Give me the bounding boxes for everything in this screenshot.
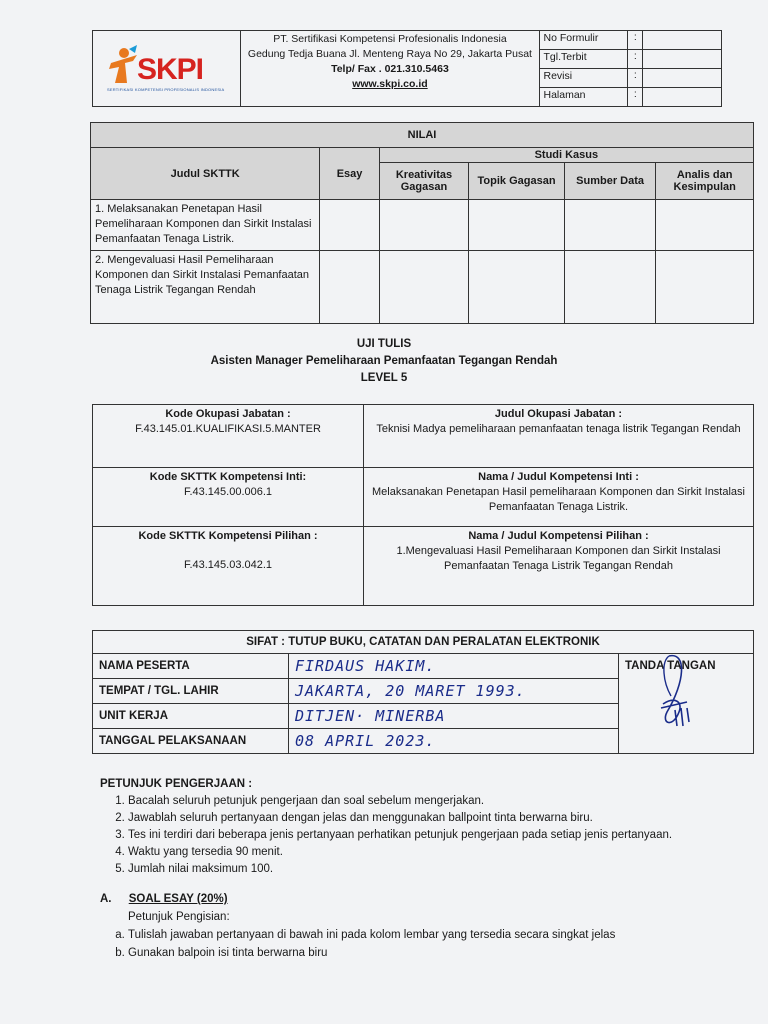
row-judul: 1. Melaksanakan Penetapan Hasil Pemeliharaan Komponen dan Sirkit Instalasi Pemanfaatan Tenaga Listrik.: [91, 200, 320, 251]
table-row: [91, 251, 754, 324]
table-row: [91, 200, 754, 251]
sifat-label: SIFAT : TUTUP BUKU, CATATAN DAN PERALATAN ELEKTRONIK: [93, 631, 754, 654]
list-item: b. Gunakan balpoin isi tinta berwarna biru: [128, 944, 615, 962]
col-esay: Esay: [320, 148, 379, 200]
field-label: UNIT KERJA: [93, 704, 289, 729]
company-phone: Telp/ Fax . 021.310.5463: [331, 63, 449, 75]
logo-text: SKPI: [137, 53, 204, 86]
subcol-kreativitas: Kreativitas Gagasan: [379, 163, 469, 200]
score-cell[interactable]: [564, 251, 656, 324]
company-website: www.skpi.co.id: [352, 78, 428, 90]
person-icon: [107, 45, 141, 85]
judul-okupasi-value: Teknisi Madya pemeliharaan pemanfaatan tenaga listrik Tegangan Rendah: [376, 423, 741, 435]
exam-level: LEVEL 5: [360, 372, 408, 384]
subcol-topik: Topik Gagasan: [469, 163, 565, 200]
judul-inti-value: Melaksanakan Penetapan Hasil pemeliharaan Komponen dan Sirkit Instalasi Pemanfaatan Tenaga Listrik.: [371, 486, 745, 513]
judul-pilihan-label: Nama / Judul Kompetensi Pilihan :: [468, 530, 649, 542]
row-judul: 2. Mengevaluasi Hasil Pemeliharaan Komponen dan Sirkit Instalasi Pemanfaatan Tenaga Listrik Tegangan Rendah: [91, 251, 320, 324]
score-cell[interactable]: [656, 251, 754, 324]
field-label: TEMPAT / TGL. LAHIR: [93, 679, 289, 704]
petunjuk-title: PETUNJUK PENGERJAAN :: [100, 778, 253, 790]
pilihan-value: F.43.145.03.042.1: [183, 559, 273, 571]
company-name: PT. Sertifikasi Kompetensi Profesionalis Indonesia: [273, 33, 507, 45]
judul-okupasi-cell: [364, 405, 754, 468]
skpi-logo: [93, 31, 240, 103]
tanggal-field[interactable]: 08 APRIL 2023.: [289, 729, 619, 754]
meta-label: No Formulir: [539, 31, 628, 50]
signature-cell[interactable]: [619, 654, 754, 754]
peserta-table: [92, 630, 754, 754]
pilihan-label: Kode SKTTK Kompetensi Pilihan :: [138, 530, 318, 542]
score-cell[interactable]: [379, 251, 469, 324]
essay-title: SOAL ESAY (20%): [128, 893, 228, 905]
field-label: NAMA PESERTA: [93, 654, 289, 679]
subcol-sumber: Sumber Data: [564, 163, 656, 200]
list-item: 4. Waktu yang tersedia 90 menit.: [128, 844, 672, 861]
petunjuk-list: [100, 793, 672, 878]
essay-section: [100, 890, 615, 962]
score-cell[interactable]: [320, 200, 379, 251]
meta-label: Revisi: [539, 69, 628, 88]
judul-pilihan-cell: [364, 527, 754, 606]
nilai-table: [90, 122, 754, 324]
score-cell[interactable]: [469, 200, 565, 251]
list-item: 1. Bacalah seluruh petunjuk pengerjaan dan soal sebelum mengerjakan.: [128, 793, 672, 810]
judul-inti-cell: [364, 468, 754, 527]
inti-value: F.43.145.00.006.1: [183, 486, 273, 498]
exam-type: UJI TULIS: [356, 338, 412, 350]
list-item: a. Tulislah jawaban pertanyaan di bawah ini pada kolom lembar yang tersedia secara singkat jelas: [128, 926, 615, 944]
meta-colon: :: [628, 31, 643, 50]
subcol-analis: Analis dan Kesimpulan: [656, 163, 754, 200]
signature-icon: [617, 652, 717, 732]
judul-pilihan-value: 1.Mengevaluasi Hasil Pemeliharaan Komponen dan Sirkit Instalasi Pemanfaatan Tenaga Listrik Tegangan Rendah: [396, 545, 721, 572]
company-address: Gedung Tedja Buana Jl. Menteng Raya No 29, Jakarta Pusat: [247, 48, 532, 60]
document-header: [92, 30, 722, 107]
meta-colon: :: [628, 69, 643, 88]
score-cell[interactable]: [656, 200, 754, 251]
meta-value: [643, 50, 722, 69]
petunjuk-section: [100, 776, 672, 878]
pilihan-cell: [93, 527, 364, 606]
nilai-title: NILAI: [91, 123, 754, 148]
list-item: 3. Tes ini terdiri dari beberapa jenis pertanyaan perhatikan petunjuk pengerjaan pada setiap jenis pertanyaan.: [128, 827, 672, 844]
okupasi-cell: [93, 405, 364, 468]
col-studi-kasus: Studi Kasus: [379, 148, 753, 163]
okupasi-label: Kode Okupasi Jabatan :: [165, 408, 291, 420]
okupasi-value: F.43.145.01.KUALIFIKASI.5.MANTER: [135, 423, 321, 435]
essay-letter: A.: [100, 893, 112, 905]
company-info: [241, 31, 539, 107]
field-label: TANGGAL PELAKSANAAN: [93, 729, 289, 754]
score-cell[interactable]: [320, 251, 379, 324]
tanda-tangan-label: TANDA TANGAN: [625, 660, 716, 672]
meta-label: Halaman: [539, 88, 628, 107]
unit-kerja-field[interactable]: DITJEN· MINERBA: [289, 704, 619, 729]
meta-colon: :: [628, 88, 643, 107]
meta-label: Tgl.Terbit: [539, 50, 628, 69]
list-item: 2. Jawablah seluruh pertanyaan dengan jelas dan menggunakan ballpoint tinta berwarna biru.: [128, 810, 672, 827]
meta-colon: :: [628, 50, 643, 69]
col-judul-sktTK: Judul SKTTK: [91, 148, 320, 200]
tempat-lahir-field[interactable]: JAKARTA, 20 MARET 1993.: [289, 679, 619, 704]
table-row: [93, 654, 754, 679]
score-cell[interactable]: [469, 251, 565, 324]
meta-value: [643, 31, 722, 50]
kode-table: [92, 404, 754, 606]
judul-okupasi-label: Judul Okupasi Jabatan :: [494, 408, 623, 420]
essay-subtitle: Petunjuk Pengisian:: [128, 911, 230, 923]
logo-tagline: SERTIFIKASI KOMPETENSI PROFESIONALIS INDONESIA: [107, 87, 225, 92]
essay-list: [100, 926, 615, 962]
nama-peserta-field[interactable]: FIRDAUS HAKIM.: [289, 654, 619, 679]
list-item: 5. Jumlah nilai maksimum 100.: [128, 861, 672, 878]
score-cell[interactable]: [564, 200, 656, 251]
exam-position: Asisten Manager Pemeliharaan Pemanfaatan Tegangan Rendah: [210, 355, 558, 367]
meta-value: [643, 69, 722, 88]
essay-heading: [100, 890, 615, 908]
score-cell[interactable]: [379, 200, 469, 251]
inti-cell: [93, 468, 364, 527]
inti-label: Kode SKTTK Kompetensi Inti:: [149, 471, 307, 483]
judul-inti-label: Nama / Judul Kompetensi Inti :: [478, 471, 639, 483]
logo-cell: [93, 31, 241, 107]
meta-value: [643, 88, 722, 107]
